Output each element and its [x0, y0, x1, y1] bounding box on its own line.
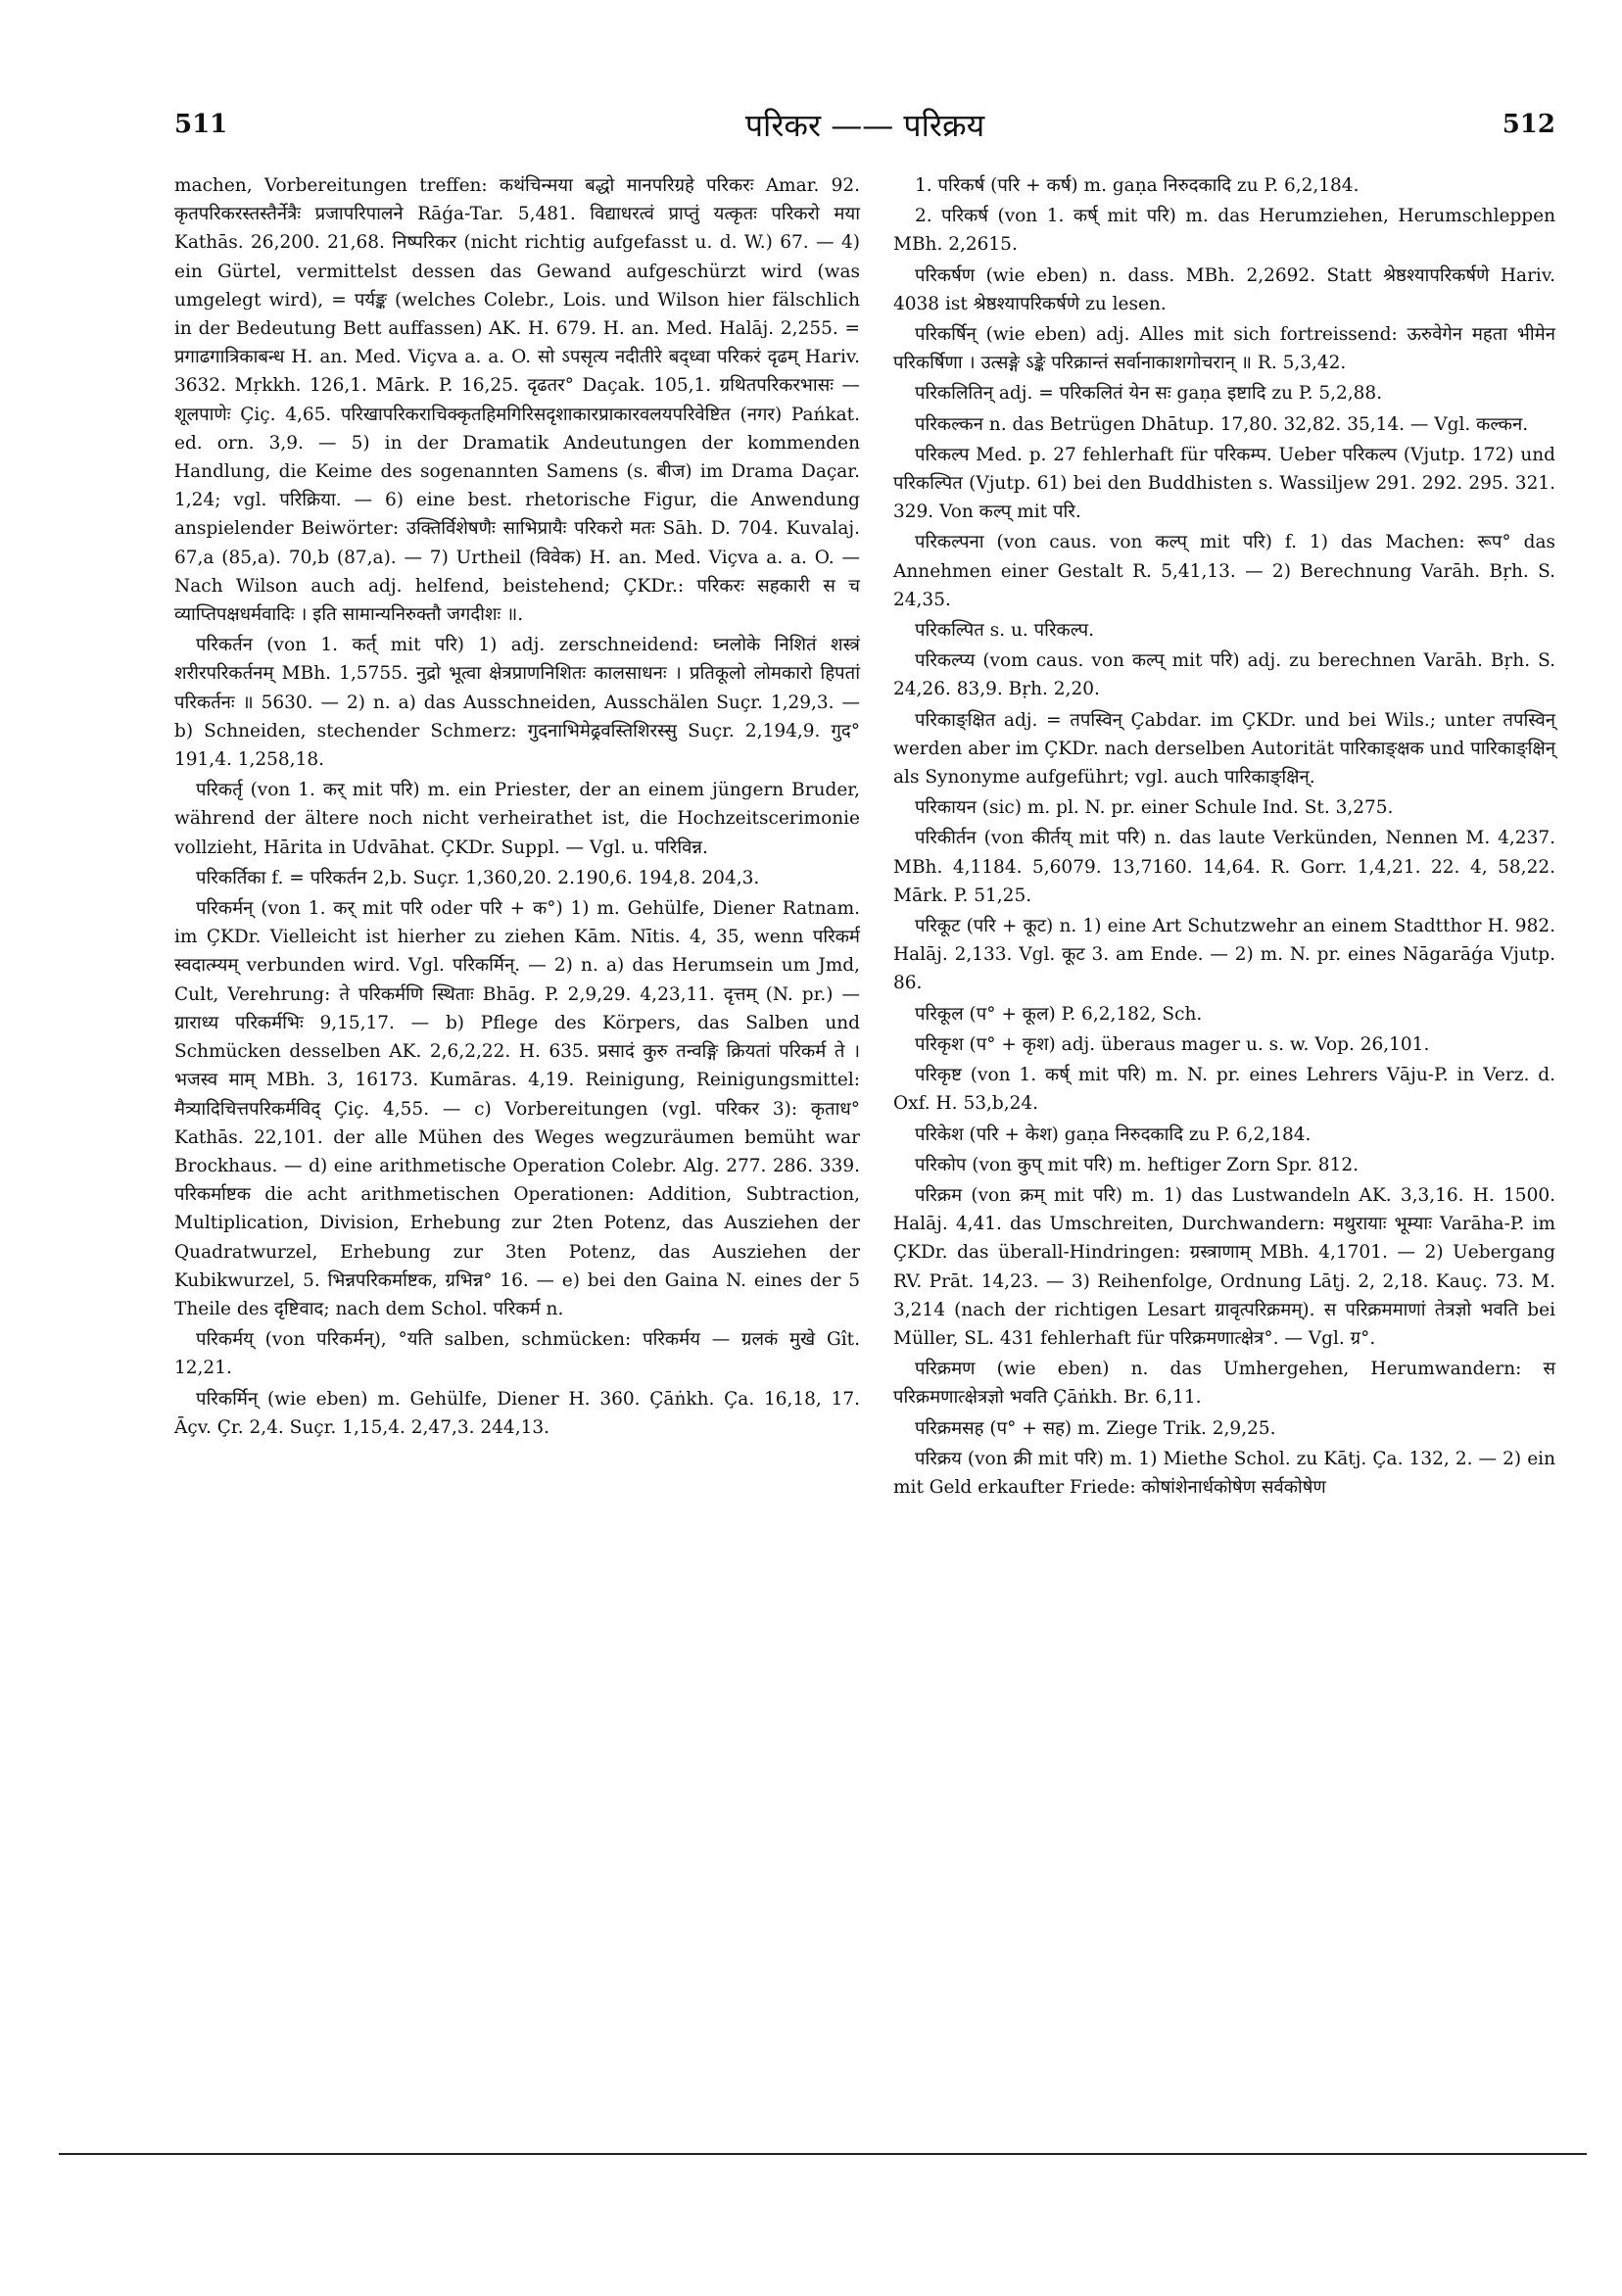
page-title: परिकर —— परिक्रय: [744, 107, 985, 144]
dictionary-entry: परिकृश (प° + कृश) adj. überaus mager u. s. w. Vop. 26,101.: [915, 1033, 1430, 1055]
dictionary-entry: परिकोप (von कुप् mit परि) m. heftiger Zorn Spr. 812.: [915, 1154, 1359, 1175]
dictionary-entry: परिकलितिन् adj. = परिकलितं येन सः gaṇa इष्टादि zu P. 5,2,88.: [915, 383, 1383, 405]
dictionary-entry: परिकूट (परि + कूट) n. 1) eine Art Schutzwehr an einem Stadtthor H. 982. Halāj. 2,133. Vgl. कूट 3. am Ende. — 2) m. N. pr. eines Nāgarāǵa Vjutp. 86.: [893, 916, 1555, 994]
dictionary-entry: परिक्रय (von क्री mit परि) m. 1) Miethe Schol. zu Kātj. Ça. 132, 2. — 2) ein mit Geld erkaufter Friede: कोषांशेनार्धकोषेण सर्वकोषेण: [893, 1448, 1555, 1498]
bottom-rule: [59, 2153, 1587, 2155]
right-column: [893, 171, 1555, 1504]
left-column: [174, 171, 860, 1444]
dictionary-entry: 1. परिकर्ष (परि + कर्ष) m. gaṇa निरुदकादि zu P. 6,2,184.: [915, 175, 1360, 196]
dictionary-entry: परिकायन (sic) m. pl. N. pr. einer Schule Ind. St. 3,275.: [915, 797, 1394, 819]
dictionary-entry: परिकीर्तन (von कीर्तय् mit परि) n. das laute Verkünden, Nennen M. 4,237. MBh. 4,1184. 5,6079. 13,7160. 14,64. R. Gorr. 1,4,21. 22. 4, 58,22. Mārk. P. 51,25.: [893, 828, 1555, 906]
dictionary-entry: परिक्रम (von क्रम् mit परि) m. 1) das Lustwandeln AK. 3,3,16. H. 1500. Halāj. 4,41. das Umschreiten, Durchwandern: मथुरायाः भूम्याः Varāha-P. im ÇKDr. das überall-Hindringen: ग्रस्त्राणाम् MBh. 4,1701. — 2) Uebergang RV. Prāt. 14,23. — 3) Reihenfolge, Ordnung Lāṭj. 2, 2,18. Kauç. 73. M. 3,214 (nach der richtigen Lesart ग्रावृत्परिक्रमम्). स परिक्रममाणां तेत्रज्ञो भवति bei Müller, SL. 431 fehlerhaft für परिक्रमणात्क्षेत्र°. — Vgl. ग्र°.: [893, 1184, 1555, 1349]
dictionary-entry: परिकर्तन (von 1. कर्त् mit परि) 1) adj. zerschneidend: घ्नलोके निशितं शस्त्रं शरीरपरिकर्तनम् MBh. 1,5755. नुद्रो भूत्वा क्षेत्रप्राणनिशितः कालसाधनः । प्रतिकूलो लोमकारो हिपतां परिकर्तनः ॥ 5630. — 2) n. a) das Ausschneiden, Ausschälen Suçr. 1,29,3. — b) Schneiden, stechender Schmerz: गुदनाभिमेढ्रवस्तिशिरस्सु Suçr. 2,194,9. गुद° 191,4. 1,258,18.: [174, 635, 860, 771]
dictionary-entry: परिक्रमसह (प° + सह) m. Ziege Trik. 2,9,25.: [915, 1417, 1276, 1439]
dictionary-entry: 2. परिकर्ष (von 1. कर्ष् mit परि) m. das Herumziehen, Herumschleppen MBh. 2,2615.: [893, 206, 1555, 256]
dictionary-entry: परिकर्मन् (von 1. कर् mit परि oder परि + क°) 1) m. Gehülfe, Diener Ratnam. im ÇKDr. Vielleicht ist hierher zu ziehen Kām. Nītis. 4, 35, wenn परिकर्म स्वदात्म्यम् verbunden wird. Vgl. परिकर्मिन्. — 2) n. a) das Herumsein um Jmd, Cult, Verehrung: ते परिकर्मणि स्थिताः Bhāg. P. 2,9,29. 4,23,11. दृत्तम् (N. pr.) — ग्राराध्य परिकर्मभिः 9,15,17. — b) Pflege des Körpers, das Salben und Schmücken desselben AK. 2,6,2,22. H. 635. प्रसादं कुरु तन्वङ्गि क्रियतां परिकर्म ते । भजस्व माम् MBh. 3, 16173. Kumāras. 4,19. Reinigung, Reinigungsmittel: मैत्र्यादिचित्तपरिकर्मविद् Çiç. 4,55. — c) Vorbereitungen (vgl. परिकर 3): कृताध° Kathās. 22,101. der alle Mühen des Weges wegzuräumen bemüht war Brockhaus. — d) eine arithmetische Operation Colebr. Alg. 277. 286. 339. परिकर्माष्टक die acht arithmetischen Operationen: Addition, Subtraction, Multiplication, Division, Erhebung zur 2ten Potenz, das Ausziehen der Quadratwurzel, Erhebung zur 3ten Potenz, das Ausziehen der Kubikwurzel, 5. भिन्नपरिकर्माष्टक, ग्रभिन्न° 16. — e) bei den Gaina N. eines der 5 Theile des दृष्टिवाद; nach dem Schol. परिकर्म n.: [174, 898, 860, 1319]
dictionary-entry: परिकर्मिन् (wie eben) m. Gehülfe, Diener H. 360. Çāṅkh. Ça. 16,18, 17. Āçv. Çr. 2,4. Suçr. 1,15,4. 2,47,3. 244,13.: [174, 1388, 860, 1438]
dictionary-entry: परिकूल (प° + कूल) P. 6,2,182, Sch.: [915, 1003, 1203, 1025]
dictionary-entry: परिकृष्ट (von 1. कर्ष् mit परि) m. N. pr. eines Lehrers Vāju-P. in Verz. d. Oxf. H. 53,b,24.: [893, 1065, 1555, 1115]
dictionary-entry: परिकर्तिका f. = परिकर्तन 2,b. Suçr. 1,360,20. 2.190,6. 194,8. 204,3.: [196, 867, 760, 888]
page-number-right: 512: [1502, 110, 1555, 139]
dictionary-entry: परिकर्तृ (von 1. कर् mit परि) m. ein Priester, der an einem jüngern Bruder, während der ältere noch nicht verheirathet ist, die Hochzeitscerimonie vollzieht, Hārita in Udvāhat. ÇKDr. Suppl. — Vgl. u. परिविन्न.: [174, 780, 860, 858]
dictionary-entry: परिकल्पित s. u. परिकल्प.: [915, 620, 1095, 642]
page-number-left: 511: [174, 110, 228, 139]
dictionary-entry: परिकेश (परि + केश) gaṇa निरुदकादि zu P. 6,2,184.: [915, 1124, 1312, 1145]
dictionary-entry: परिकल्प्य (vom caus. von कल्प् mit परि) adj. zu berechnen Varāh. Bṛh. S. 24,26. 83,9. Bṛh. 2,20.: [893, 650, 1555, 700]
dictionary-entry: परिकल्प Med. p. 27 fehlerhaft für परिकम्प. Ueber परिकल्प (Vjutp. 172) und परिकल्पित (Vjutp. 61) bei den Buddhisten s. Wassiljew 291. 292. 295. 321. 329. Von कल्प् mit परि.: [893, 444, 1555, 523]
dictionary-entry: परिकर्षिन् (wie eben) adj. Alles mit sich fortreissend: ऊरुवेगेन महता भीमेन परिकर्षिणा । उत्सङ्गे ऽङ्के परिक्रान्तं सर्वानाकाशगोचरान् ॥ R. 5,3,42.: [893, 324, 1555, 374]
dictionary-entry: परिकल्पना (von caus. von कल्प् mit परि) f. 1) das Machen: रूप° das Annehmen einer Gestalt R. 5,41,13. — 2) Berechnung Varāh. Bṛh. S. 24,35.: [893, 532, 1555, 610]
dictionary-entry: परिकल्कन n. das Betrügen Dhātup. 17,80. 32,82. 35,14. — Vgl. कल्कन.: [915, 413, 1529, 435]
dictionary-entry: machen, Vorbereitungen treffen: कथंचिन्मया बद्धो मानपरिग्रहे परिकरः Amar. 92. कृतपरिकरस्तस्तैर्नेत्रैः प्रजापरिपालने Rāǵa-Tar. 5,481. विद्याधरत्वं प्राप्तुं यत्कृतः परिकरो मया Kathās. 26,200. 21,68. निष्परिकर (nicht richtig aufgefasst u. d. W.) 67. — 4) ein Gürtel, vermittelst dessen das Gewand aufgeschürzt wird (was umgelegt wird), = पर्यङ्क (welches Colebr., Lois. und Wilson hier fälschlich in der Bedeutung Bett auffassen) AK. H. 679. H. an. Med. Halāj. 2,255. = प्रगाढगात्रिकाबन्ध H. an. Med. Viçva a. a. O. सो ऽपसृत्य नदीतीरे बद्ध्वा परिकरं दृढम् Hariv. 3632. Mṛkkh. 126,1. Mārk. P. 16,25. दृढतर° Daçak. 105,1. ग्रथितपरिकरभासः — शूलपाणेः Çiç. 4,65. परिखापरिकराचिक्कृतहिमगिरिसदृशाकारप्राकारवलयपरिवेष्टित (नगर) Pańkat. ed. orn. 3,9. — 5) in der Dramatik Andeutungen der kommenden Handlung, die Keime des sogenannten Samens (s. बीज) im Drama Daçar. 1,24; vgl. परिक्रिया. — 6) eine best. rhetorische Figur, die Anwendung anspielender Beiwörter: उक्तिर्विशेषणैः साभिप्रायैः परिकरो मतः Sāh. D. 704. Kuvalaj. 67,a (85,a). 70,b (87,a). — 7) Urtheil (विवेक) H. an. Med. Viçva a. a. O. — Nach Wilson auch adj. helfend, beistehend; ÇKDr.: परिकरः सहकारी स च व्याप्तिपक्षधर्मवादिः । इति सामान्यनिरुक्तौ जगदीशः ॥.: [174, 175, 860, 626]
dictionary-entry: परिकर्मय् (von परिकर्मन्), °यति salben, schmücken: परिकर्मय — ग्रलकं मुखे Gît. 12,21.: [174, 1329, 860, 1379]
dictionary-entry: परिकाङ्क्षित adj. = तपस्विन् Çabdar. im ÇKDr. und bei Wils.; unter तपस्विन् werden aber im ÇKDr. nach derselben Autorität पारिकाङ्क्षक und पारिकाङ्क्षिन् als Synonyme aufgeführt; vgl. auch पारिकाङ्क्षिन्.: [893, 709, 1555, 789]
page-header: [174, 107, 1555, 159]
dictionary-entry: परिकर्षण (wie eben) n. dass. MBh. 2,2692. Statt श्रेष्ठश्यापरिकर्षणे Hariv. 4038 ist श्रेष्ठश्यापरिकर्षणे zu lesen.: [893, 264, 1555, 314]
dictionary-entry: परिक्रमण (wie eben) n. das Umhergehen, Herumwandern: स परिक्रमणात्क्षेत्रज्ञो भवति Çāṅkh. Br. 6,11.: [893, 1359, 1555, 1409]
